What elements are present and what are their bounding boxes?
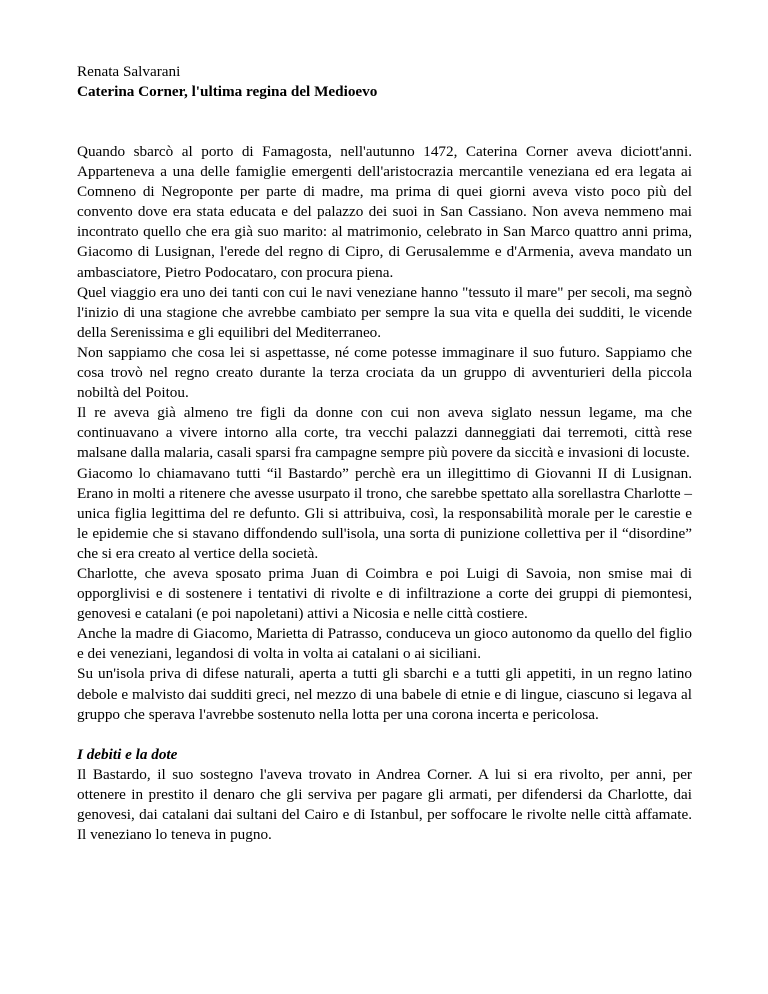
author-name: Renata Salvarani <box>77 63 181 80</box>
paragraph: Quando sbarcò al porto di Famagosta, nell'autunno 1472, Caterina Corner aveva diciott'anni. Apparteneva a una delle famiglie emergenti dell'aristocrazia mercantile veneziana ed era legata ai Comneno di Negroponte per parte di madre, ma prima di quei giorni aveva visto poco più del convento dove era stata educata e del palazzo dei suoi in San Cassiano. Non aveva nemmeno mai incontrato quello che era già suo marito: al matrimonio, celebrato in San Marco quattro anni prima, Giacomo di Lusignan, l'erede del regno di Cipro, di Gerusalemme e d'Armenia, aveva mandato un ambasciatore, Pietro Podocataro, con procura piena. <box>77 143 692 281</box>
document-title: Caterina Corner, l'ultima regina del Medioevo <box>77 83 378 100</box>
document-body <box>77 142 692 845</box>
paragraph: Non sappiamo che cosa lei si aspettasse, né come potesse immaginare il suo futuro. Sappiamo che cosa trovò nel regno creato durante la terza crociata da un gruppo di avventurieri della piccola nobiltà del Poitou. <box>77 343 692 402</box>
paragraph: Giacomo lo chiamavano tutti “il Bastardo” perchè era un illegittimo di Giovanni II di Lusignan. Erano in molti a ritenere che avesse usurpato il trono, che sarebbe spettato alla sorellastra Charlotte – unica figlia legittima del re defunto. Gli si attribuiva, così, la responsabilità morale per le carestie e le epidemie che si stavano diffondendo sull'isola, una sorta di punizione collettiva per il “disordine” che si era creato al vertice della società. <box>77 464 692 562</box>
section-heading: I debiti e la dote <box>77 745 178 763</box>
paragraph: Il Bastardo, il suo sostegno l'aveva trovato in Andrea Corner. A lui si era rivolto, per anni, per ottenere in prestito il denaro che gli serviva per pagare gli armati, per difendersi da Charlotte, dai genovesi, dai catalani dai sultani del Cairo e di Istanbul, per soffocare le rivolte nelle città affamate. Il veneziano lo teneva in pugno. <box>77 765 692 843</box>
paragraph: Su un'isola priva di difese naturali, aperta a tutti gli sbarchi e a tutti gli appetiti, in un regno latino debole e malvisto dai sudditi greci, nel mezzo di una babele di etnie e di lingue, ciascuno si legava al gruppo che sperava l'avrebbe sostenuto nella lotta per una corona incerta e pericolosa. <box>77 665 692 723</box>
paragraph: Il re aveva già almeno tre figli da donne con cui non aveva siglato nessun legame, ma che continuavano a vivere intorno alla corte, tra vecchi palazzi danneggiati dai terremoti, città rese malsane dalla malaria, casali sparsi fra campagne sempre più povere da siccità e invasioni di locuste. <box>77 404 692 462</box>
paragraph: Charlotte, che aveva sposato prima Juan di Coimbra e poi Luigi di Savoia, non smise mai di opporglivisi e di sostenere i tentativi di rivolte e di infiltrazione a corte dei gruppi di piemontesi, genovesi e catalani (e poi napoletani) attivi a Nicosia e nelle città costiere. <box>77 564 692 623</box>
paragraph: Anche la madre di Giacomo, Marietta di Patrasso, conduceva un gioco autonomo da quello del figlio e dei veneziani, legandosi di volta in volta ai catalani o ai siciliani. <box>77 625 692 663</box>
paragraph: Quel viaggio era uno dei tanti con cui le navi veneziane hanno "tessuto il mare" per secoli, ma segnò l'inizio di una stagione che avrebbe cambiato per sempre la sua vita e quella dei sudditi, le vicende della Serenissima e gli equilibri del Mediterraneo. <box>77 283 692 341</box>
